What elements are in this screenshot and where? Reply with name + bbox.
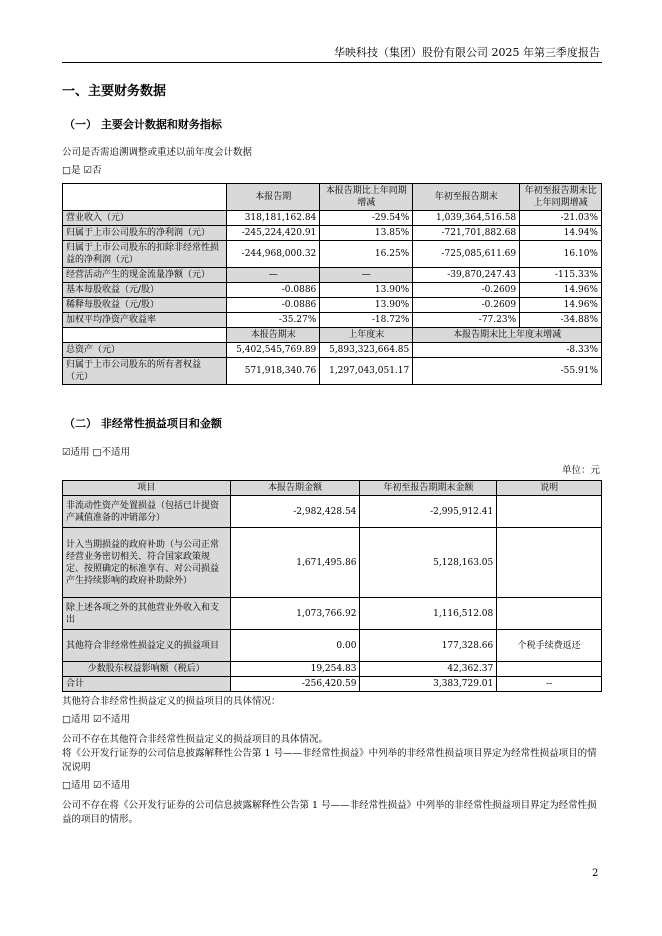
cell: -18.72% — [320, 313, 413, 328]
row-label: 其他符合非经常性损益定义的损益项目 — [63, 630, 231, 662]
row-label: 稀释每股收益（元/股） — [63, 298, 227, 313]
table-row — [63, 358, 602, 385]
cell: -0.2609 — [413, 298, 520, 313]
table-row — [63, 662, 602, 677]
page-number: 2 — [592, 868, 599, 879]
table-row — [63, 226, 602, 241]
restatement-checkbox: □是 ☑否 — [62, 165, 102, 176]
table-header-row — [63, 184, 602, 211]
row-label: 计入当期损益的政府补助（与公司正常经营业务密切相关、符合国家政策规定、按照确定的标准享有、对公司损益产生持续影响的政府补助除外） — [63, 528, 231, 598]
header-cell: 本报告期金额 — [230, 481, 360, 496]
header-cell: 说明 — [497, 481, 602, 496]
cell: 3,383,729.01 — [360, 677, 497, 692]
table-row — [63, 630, 602, 662]
cell: -244,968,000.32 — [227, 241, 320, 268]
cell: -55.91% — [413, 358, 602, 385]
table-row — [63, 528, 602, 598]
cell: 5,128,163.05 — [360, 528, 497, 598]
note-checkbox-2: □适用 ☑不适用 — [62, 780, 131, 791]
cell: 1,073,766.92 — [230, 598, 360, 630]
cell: -0.2609 — [413, 283, 520, 298]
table-row — [63, 283, 602, 298]
cell: 1,116,512.08 — [360, 598, 497, 630]
cell: 42,362.37 — [360, 662, 497, 677]
cell: -721,701,882.68 — [413, 226, 520, 241]
note-statement-1: 公司不存在其他符合非经常性损益定义的损益项目的具体情况。 — [62, 734, 329, 745]
cell — [497, 662, 602, 677]
row-label: 合计 — [63, 677, 231, 692]
cell: — — [320, 268, 413, 283]
cell: -- — [497, 677, 602, 692]
page-header: 华映科技（集团）股份有限公司 2025 年第三季度报告 — [334, 46, 600, 59]
empty-cell — [63, 328, 227, 343]
table-row — [63, 268, 602, 283]
row-label: 非流动性资产处置损益（包括已计提资产减值准备的冲销部分） — [63, 496, 231, 528]
cell: 19,254.83 — [230, 662, 360, 677]
note-statement-2: 将《公开发行证券的公司信息披露解释性公告第 1 号——非经常性损益》中列举的非经常性损益项目界定为经常性损益项目的情况说明 — [62, 748, 597, 773]
row-label: 加权平均净资产收益率 — [63, 313, 227, 328]
header-cell: 年初至报告期期末金额 — [360, 481, 497, 496]
row-label: 归属于上市公司股东的所有者权益（元） — [63, 358, 227, 385]
applicable-checkbox: ☑适用 □不适用 — [62, 447, 131, 458]
cell: -2,995,912.41 — [360, 496, 497, 528]
row-label: 归属于上市公司股东的扣除非经常性损益的净利润（元） — [63, 241, 227, 268]
cell: -29.54% — [320, 211, 413, 226]
note-checkbox-1: □适用 ☑不适用 — [62, 714, 131, 725]
cell: 14.96% — [520, 298, 602, 313]
header-cell — [63, 184, 227, 211]
header-cell: 项目 — [63, 481, 231, 496]
unit-label: 单位：元 — [561, 465, 600, 476]
cell: -21.03% — [520, 211, 602, 226]
cell: 14.94% — [520, 226, 602, 241]
table-header-row — [63, 481, 602, 496]
row-label: 营业收入（元） — [63, 211, 227, 226]
cell — [497, 598, 602, 630]
cell: 5,893,323,664.85 — [320, 343, 413, 358]
subsection-title-1: （一） 主要会计数据和财务指标 — [64, 118, 222, 131]
cell: -34.88% — [520, 313, 602, 328]
cell: 318,181,162.84 — [227, 211, 320, 226]
section-title: 一、主要财务数据 — [62, 84, 167, 99]
cell: -256,420.59 — [230, 677, 360, 692]
restatement-question: 公司是否需追溯调整或重述以前年度会计数据 — [62, 147, 253, 158]
table-row — [63, 313, 602, 328]
cell: 个税手续费返还 — [497, 630, 602, 662]
table-row — [63, 598, 602, 630]
cell: 177,328.66 — [360, 630, 497, 662]
cell: 14.96% — [520, 283, 602, 298]
cell: 13.90% — [320, 298, 413, 313]
table-header-row — [63, 328, 602, 343]
note-statement-3: 公司不存在将《公开发行证券的公司信息披露解释性公告第 1 号——非经常性损益》中列举的非经常性损益项目界定为经常性损益的项目的情形。 — [62, 800, 597, 825]
header-cell: 年初至报告期末 — [413, 184, 520, 211]
cell: -35.27% — [227, 313, 320, 328]
table-row — [63, 298, 602, 313]
header-cell: 本报告期 — [227, 184, 320, 211]
header-cell: 本报告期末 — [227, 328, 320, 343]
note-other-items: 其他符合非经常性损益定义的损益项目的具体情况： — [62, 696, 281, 707]
cell: 0.00 — [230, 630, 360, 662]
table-row — [63, 241, 602, 268]
table-row — [63, 677, 602, 692]
table-row — [63, 496, 602, 528]
header-cell: 上年度末 — [320, 328, 413, 343]
cell: — — [227, 268, 320, 283]
cell: -0.0886 — [227, 298, 320, 313]
row-label: 总资产（元） — [63, 343, 227, 358]
row-label: 基本每股收益（元/股） — [63, 283, 227, 298]
cell: 16.10% — [520, 241, 602, 268]
cell: 571,918,340.76 — [227, 358, 320, 385]
cell: -0.0886 — [227, 283, 320, 298]
cell: 1,297,043,051.17 — [320, 358, 413, 385]
header-cell: 本报告期末比上年度末增减 — [413, 328, 602, 343]
cell: -39,870,247.43 — [413, 268, 520, 283]
cell: -8.33% — [413, 343, 602, 358]
table-row — [63, 343, 602, 358]
non-recurring-table — [62, 480, 602, 692]
cell: 5,402,545,769.89 — [227, 343, 320, 358]
header-cell: 本报告期比上年同期增减 — [320, 184, 413, 211]
cell: 13.90% — [320, 283, 413, 298]
cell: 13.85% — [320, 226, 413, 241]
subsection-title-2: （二） 非经常性损益项目和金额 — [64, 417, 222, 430]
cell: -245,224,420.91 — [227, 226, 320, 241]
cell — [497, 528, 602, 598]
cell: -115.33% — [520, 268, 602, 283]
cell: -725,085,611.69 — [413, 241, 520, 268]
row-label: 经营活动产生的现金流量净额（元） — [63, 268, 227, 283]
header-cell: 年初至报告期末比上年同期增减 — [520, 184, 602, 211]
cell: 16.25% — [320, 241, 413, 268]
cell: -2,982,428.54 — [230, 496, 360, 528]
cell: -77.23% — [413, 313, 520, 328]
cell — [497, 496, 602, 528]
table-row — [63, 211, 602, 226]
financial-data-table — [62, 183, 602, 385]
cell: 1,671,495.86 — [230, 528, 360, 598]
header-divider — [62, 62, 602, 63]
row-label: 少数股东权益影响额（税后） — [63, 662, 231, 677]
row-label: 归属于上市公司股东的净利润（元） — [63, 226, 227, 241]
row-label: 除上述各项之外的其他营业外收入和支出 — [63, 598, 231, 630]
cell: 1,039,364,516.58 — [413, 211, 520, 226]
